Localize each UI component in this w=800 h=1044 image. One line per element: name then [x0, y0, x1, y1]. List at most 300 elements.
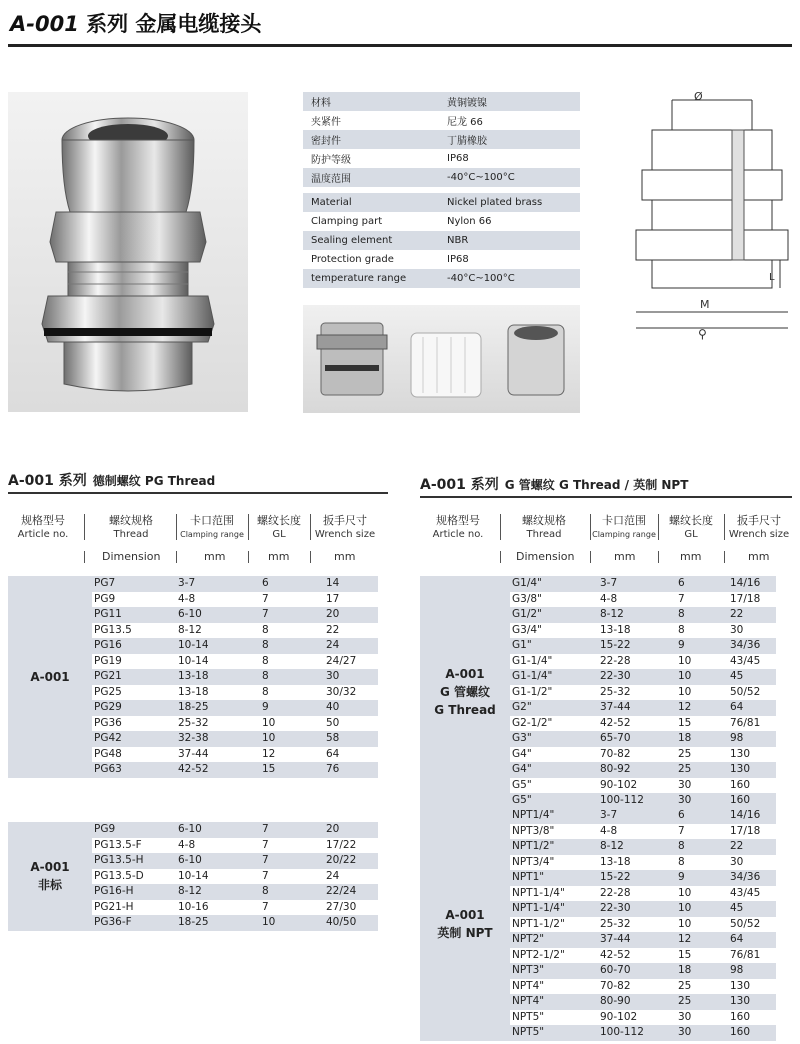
gl-cell: 25	[678, 747, 692, 760]
wrench-cell: 17/18	[730, 824, 761, 837]
spec-key: 材料	[303, 92, 439, 111]
gl-cell: 10	[678, 917, 692, 930]
unit-mm: mm	[748, 550, 770, 563]
dia-label: Ø	[694, 90, 703, 103]
wrench-cell: 17	[326, 592, 340, 605]
wrench-cell: 130	[728, 994, 776, 1010]
wrench-cell: 50/52	[730, 685, 761, 698]
spec-value: Nylon 66	[447, 216, 492, 227]
group-label	[420, 576, 510, 809]
wrench-cell: 45	[728, 901, 776, 917]
thread-cell: PG25	[94, 685, 122, 698]
col-wrench-cn: 扳手尺寸	[737, 514, 781, 527]
thread-cell: PG7	[92, 576, 176, 592]
spec-value: Nickel plated brass	[439, 193, 580, 212]
thread-cell: PG11	[92, 607, 176, 623]
spec-key: 密封件	[303, 130, 439, 149]
clamp-cell: 42-52	[600, 716, 631, 729]
wrench-cell: 76/81	[730, 716, 761, 729]
wrench-cell: 22	[326, 623, 340, 636]
thread-cell: NPT2-1/2"	[512, 948, 565, 961]
col-clamp-head	[592, 514, 656, 542]
wrench-cell: 17/22	[326, 838, 357, 851]
clamp-cell: 32-38	[176, 731, 260, 747]
wrench-cell: 30	[730, 855, 744, 868]
unit-divider	[724, 551, 725, 563]
gl-cell: 25	[676, 994, 728, 1010]
gl-cell: 8	[262, 654, 269, 667]
gl-cell: 25	[676, 762, 728, 778]
gl-cell: 7	[678, 592, 685, 605]
clamp-cell: 4-8	[178, 592, 196, 605]
wrench-cell: 14/16	[728, 808, 776, 824]
col-thread-cn: 螺纹规格	[109, 514, 153, 527]
gl-cell: 8	[678, 855, 685, 868]
group-label-line: G Thread	[434, 703, 496, 718]
col-wrench-cn: 扳手尺寸	[323, 514, 367, 527]
thread-cell: NPT5"	[512, 1010, 545, 1023]
clamp-cell: 25-32	[600, 917, 631, 930]
clamp-cell: 100-112	[598, 793, 676, 809]
col-divider	[724, 514, 725, 540]
spec-value: 丁腈橡胶	[439, 130, 580, 149]
table-row	[8, 822, 378, 838]
clamp-cell: 90-102	[600, 1010, 638, 1023]
wrench-cell: 64	[728, 932, 776, 948]
wrench-cell: 64	[728, 700, 776, 716]
clamp-cell: 6-10	[176, 607, 260, 623]
gl-cell: 30	[678, 778, 692, 791]
wrench-cell: 160	[730, 778, 751, 791]
thread-cell: G5"	[510, 793, 598, 809]
col-gl-head	[250, 514, 308, 542]
spec-key: Sealing element	[303, 231, 439, 250]
gl-cell: 7	[262, 900, 269, 913]
thread-cell: G4"	[512, 747, 532, 760]
spec-key: Material	[303, 193, 439, 212]
thread-cell: NPT3/4"	[512, 855, 555, 868]
wrench-cell: 14/16	[728, 576, 776, 592]
col-divider	[84, 514, 85, 540]
gl-cell: 10	[678, 685, 692, 698]
clamp-cell: 22-28	[600, 654, 631, 667]
wrench-cell: 160	[728, 793, 776, 809]
l-label: L	[769, 272, 775, 283]
spec-table	[303, 92, 580, 288]
unit-divider	[248, 551, 249, 563]
col-article-cn: 规格型号	[21, 514, 65, 527]
wrench-cell: 22	[728, 839, 776, 855]
clamp-cell: 15-22	[598, 870, 676, 886]
col-gl-cn: 螺纹长度	[257, 514, 301, 527]
gl-cell: 9	[676, 638, 728, 654]
col-thread-head	[86, 514, 176, 542]
thread-cell: NPT2"	[510, 932, 598, 948]
gl-cell: 8	[260, 669, 324, 685]
wrench-cell: 20/22	[324, 853, 378, 869]
col-thread-cn: 螺纹规格	[522, 514, 566, 527]
thread-cell: NPT3"	[510, 963, 598, 979]
col-clamp-cn: 卡口范围	[602, 514, 646, 527]
gl-cell: 30	[676, 793, 728, 809]
gl-cell: 6	[260, 576, 324, 592]
gl-cell: 10	[260, 915, 324, 931]
thread-cell: NPT3/8"	[512, 824, 555, 837]
col-thread-head	[502, 514, 586, 542]
pg-section-title-main: A-001 系列	[8, 473, 87, 489]
wrench-cell: 30	[730, 623, 744, 636]
wrench-cell: 34/36	[728, 638, 776, 654]
clamp-cell: 10-14	[176, 638, 260, 654]
unit-mm: mm	[204, 550, 226, 563]
wrench-cell: 64	[326, 747, 340, 760]
thread-cell: PG13.5-D	[94, 869, 144, 882]
npt-section-title-main: A-001 系列	[420, 477, 499, 493]
pg-section-subtitle: 德制螺纹 PG Thread	[92, 474, 216, 488]
wrench-cell: 50/52	[730, 917, 761, 930]
gl-cell: 12	[676, 932, 728, 948]
unit-divider	[176, 551, 177, 563]
gl-cell: 7	[260, 822, 324, 838]
thread-cell: PG19	[94, 654, 122, 667]
unit-divider	[84, 551, 85, 563]
clamp-cell: 8-12	[176, 884, 260, 900]
thread-cell: NPT1/4"	[510, 808, 598, 824]
thread-cell: G1/2"	[510, 607, 598, 623]
wrench-cell: 76/81	[730, 948, 761, 961]
group-label-line: 非标	[37, 878, 62, 893]
title-divider	[8, 44, 792, 47]
clamp-cell: 42-52	[176, 762, 260, 778]
gl-cell: 7	[260, 853, 324, 869]
nonstd-table	[8, 822, 378, 931]
spec-value: IP68	[447, 254, 469, 265]
gl-cell: 8	[678, 623, 685, 636]
clamp-cell: 3-7	[176, 576, 260, 592]
col-divider	[310, 514, 311, 540]
thread-cell: PG13.5-H	[92, 853, 176, 869]
dimension-drawing	[622, 90, 792, 340]
unit-mm: mm	[268, 550, 290, 563]
thread-cell: PG21	[92, 669, 176, 685]
thread-cell: G2"	[510, 700, 598, 716]
thread-cell: G2-1/2"	[512, 716, 553, 729]
unit-dimension: Dimension	[102, 550, 161, 563]
gl-cell: 9	[676, 870, 728, 886]
thread-cell: G3"	[510, 731, 598, 747]
wrench-cell: 58	[324, 731, 378, 747]
col-article-head	[420, 514, 496, 542]
gl-cell: 7	[262, 869, 269, 882]
gl-cell: 10	[678, 654, 692, 667]
m-label: M	[700, 298, 710, 311]
gl-cell: 8	[260, 638, 324, 654]
clamp-cell: 22-30	[598, 901, 676, 917]
gl-cell: 9	[260, 700, 324, 716]
cable-gland-illustration	[8, 92, 248, 412]
thread-cell: PG21-H	[94, 900, 134, 913]
group-label-line: G 管螺纹	[439, 685, 491, 700]
spec-key: 温度范围	[303, 168, 439, 187]
clamp-cell: 3-7	[598, 576, 676, 592]
clamp-cell: 25-32	[600, 685, 631, 698]
gl-cell: 8	[676, 839, 728, 855]
wrench-cell: 27/30	[326, 900, 357, 913]
thread-cell: NPT1"	[510, 870, 598, 886]
wrench-cell: 160	[730, 1010, 751, 1023]
clamp-cell: 6-10	[176, 822, 260, 838]
table-row	[420, 808, 776, 824]
gl-cell: 6	[676, 576, 728, 592]
gl-cell: 7	[678, 824, 685, 837]
wrench-cell: 30/32	[326, 685, 357, 698]
gl-cell: 7	[262, 838, 269, 851]
clamp-cell: 65-70	[598, 731, 676, 747]
thread-cell: PG42	[92, 731, 176, 747]
thread-cell: NPT1-1/4"	[512, 886, 565, 899]
wrench-cell: 130	[728, 762, 776, 778]
pg-section-rule	[8, 492, 388, 494]
clamp-cell: 13-18	[178, 685, 209, 698]
col-clamp-cn: 卡口范围	[190, 514, 234, 527]
clamp-cell: 80-92	[598, 762, 676, 778]
thread-cell: PG48	[94, 747, 122, 760]
pg-section-title	[8, 470, 215, 490]
wrench-cell: 24	[324, 638, 378, 654]
col-divider	[658, 514, 659, 540]
clamp-cell: 13-18	[600, 623, 631, 636]
technical-drawing	[622, 90, 792, 340]
thread-cell: G1-1/4"	[512, 654, 553, 667]
clamp-cell: 42-52	[600, 948, 631, 961]
wrench-cell: 22	[728, 607, 776, 623]
npt-section-title	[420, 474, 688, 494]
gl-cell: 18	[676, 731, 728, 747]
unit-divider	[590, 551, 591, 563]
clamp-cell: 22-30	[598, 669, 676, 685]
npt-section-subtitle: G 管螺纹 G Thread / 英制 NPT	[504, 478, 689, 492]
clamp-cell: 8-12	[178, 623, 202, 636]
thread-cell: PG9	[92, 822, 176, 838]
group-label	[420, 808, 510, 1041]
col-gl-en: GL	[272, 529, 286, 540]
gl-cell: 8	[260, 884, 324, 900]
product-photo	[8, 92, 248, 412]
clamp-cell: 60-70	[598, 963, 676, 979]
wrench-cell: 50	[326, 716, 340, 729]
thread-cell: NPT4"	[510, 994, 598, 1010]
gl-cell: 15	[678, 716, 692, 729]
clamp-cell: 4-8	[600, 824, 618, 837]
spec-key: 夹紧件	[311, 117, 341, 128]
thread-cell: PG16	[92, 638, 176, 654]
wrench-cell: 17/18	[730, 592, 761, 605]
wrench-cell: 24	[326, 869, 340, 882]
gl-cell: 25	[678, 979, 692, 992]
col-wrench-head	[726, 514, 792, 542]
unit-divider	[658, 551, 659, 563]
col-divider	[176, 514, 177, 540]
clamp-cell: 18-25	[176, 700, 260, 716]
col-article-cn: 规格型号	[436, 514, 480, 527]
unit-dimension: Dimension	[516, 550, 575, 563]
group-label-line: A-001	[30, 669, 70, 684]
clamp-cell: 8-12	[598, 839, 676, 855]
group-label-line: A-001	[30, 860, 70, 875]
thread-cell: PG13.5-F	[94, 838, 142, 851]
col-gl-head	[660, 514, 722, 542]
gl-cell: 12	[262, 747, 276, 760]
col-clamp-head	[178, 514, 246, 542]
wrench-cell: 130	[730, 979, 751, 992]
group-label	[8, 576, 92, 778]
wrench-cell: 98	[728, 731, 776, 747]
thread-cell: NPT1-1/4"	[510, 901, 598, 917]
clamp-cell: 10-14	[178, 869, 209, 882]
spec-value: NBR	[439, 231, 580, 250]
wrench-cell: 40/50	[324, 915, 378, 931]
col-divider	[500, 514, 501, 540]
wrench-icon: ⚲	[698, 327, 707, 340]
wrench-cell: 20	[324, 822, 378, 838]
spec-value: 尼龙 66	[447, 117, 483, 128]
col-wrench-head	[312, 514, 378, 542]
clamp-cell: 13-18	[176, 669, 260, 685]
gl-cell: 10	[260, 731, 324, 747]
clamp-cell: 22-28	[600, 886, 631, 899]
thread-cell: PG63	[92, 762, 176, 778]
col-gl-cn: 螺纹长度	[669, 514, 713, 527]
group-label-line: A-001	[445, 908, 485, 923]
group-label	[8, 822, 92, 931]
gl-cell: 7	[260, 607, 324, 623]
unit-mm: mm	[680, 550, 702, 563]
wrench-cell: 40	[324, 700, 378, 716]
wrench-cell: 14	[324, 576, 378, 592]
spec-value: IP68	[447, 153, 469, 164]
spec-key: 防护等级	[311, 155, 351, 166]
gl-cell: 30	[676, 1025, 728, 1041]
thread-cell: G1"	[510, 638, 598, 654]
thread-cell: G3/8"	[512, 592, 542, 605]
gl-cell: 7	[262, 592, 269, 605]
wrench-cell: 30	[324, 669, 378, 685]
wrench-cell: 160	[728, 1025, 776, 1041]
col-article-en: Article no.	[17, 529, 69, 540]
clamp-cell: 80-90	[598, 994, 676, 1010]
gl-cell: 6	[676, 808, 728, 824]
gl-cell: 10	[262, 716, 276, 729]
col-divider	[590, 514, 591, 540]
clamp-cell: 70-82	[600, 747, 631, 760]
thread-cell: G3/4"	[512, 623, 542, 636]
npt-section-rule	[420, 496, 792, 498]
clamp-cell: 90-102	[600, 778, 638, 791]
unit-divider	[500, 551, 501, 563]
wrench-cell: 20	[324, 607, 378, 623]
gl-cell: 18	[676, 963, 728, 979]
table-row	[8, 576, 378, 592]
clamp-cell: 4-8	[600, 592, 618, 605]
col-article-head	[8, 514, 78, 542]
clamp-cell: 6-10	[176, 853, 260, 869]
clamp-cell: 70-82	[600, 979, 631, 992]
col-wrench-en: Wrench size	[728, 529, 790, 540]
thread-cell: PG9	[94, 592, 116, 605]
group-label-line: A-001	[445, 667, 485, 682]
col-thread-en: Thread	[113, 529, 149, 540]
clamp-cell: 37-44	[598, 932, 676, 948]
spec-key: Protection grade	[311, 254, 394, 265]
thread-cell: NPT1-1/2"	[512, 917, 565, 930]
clamp-cell: 10-16	[178, 900, 209, 913]
clamp-cell: 15-22	[598, 638, 676, 654]
gl-cell: 10	[678, 886, 692, 899]
thread-cell: PG36	[94, 716, 122, 729]
spec-key: Clamping part	[311, 216, 383, 227]
spec-value: -40°C~100°C	[439, 269, 580, 288]
page-title	[10, 8, 261, 38]
spec-key: temperature range	[303, 269, 439, 288]
col-thread-en: Thread	[526, 529, 562, 540]
gl-cell: 12	[676, 700, 728, 716]
wrench-cell: 45	[728, 669, 776, 685]
thread-cell: NPT1/2"	[510, 839, 598, 855]
spec-value: -40°C~100°C	[439, 168, 580, 187]
wrench-cell: 34/36	[728, 870, 776, 886]
clamp-cell: 4-8	[178, 838, 196, 851]
thread-cell: G4"	[510, 762, 598, 778]
table-row	[420, 576, 776, 592]
gl-cell: 8	[676, 607, 728, 623]
clamp-cell: 8-12	[598, 607, 676, 623]
col-wrench-en: Wrench size	[314, 529, 376, 540]
gl-cell: 15	[678, 948, 692, 961]
thread-cell: PG13.5	[94, 623, 132, 636]
wrench-cell: 22/24	[324, 884, 378, 900]
col-divider	[248, 514, 249, 540]
thread-cell: PG16-H	[92, 884, 176, 900]
clamp-cell: 3-7	[598, 808, 676, 824]
thread-cell: G1/4"	[510, 576, 598, 592]
page-title-text: 系列 金属电缆接头	[86, 12, 262, 36]
gl-cell: 15	[260, 762, 324, 778]
col-article-en: Article no.	[432, 529, 484, 540]
clamp-cell: 18-25	[176, 915, 260, 931]
gl-cell: 30	[678, 1010, 692, 1023]
clamp-cell: 13-18	[600, 855, 631, 868]
thread-cell: PG29	[92, 700, 176, 716]
thread-cell: G1-1/2"	[512, 685, 553, 698]
clamp-cell: 100-112	[598, 1025, 676, 1041]
unit-mm: mm	[334, 550, 356, 563]
clamp-cell: 37-44	[598, 700, 676, 716]
page-title-series: A-001	[10, 12, 79, 36]
clamp-cell: 37-44	[178, 747, 209, 760]
gl-cell: 10	[676, 669, 728, 685]
group-label-line: 英制 NPT	[437, 926, 493, 941]
gl-cell: 8	[262, 685, 269, 698]
col-gl-en: GL	[684, 529, 698, 540]
parts-illustration	[303, 305, 580, 413]
thread-cell: PG36-F	[92, 915, 176, 931]
col-clamp-en: Clamping range	[180, 530, 244, 539]
wrench-cell: 130	[730, 747, 751, 760]
thread-cell: G5"	[512, 778, 532, 791]
wrench-cell: 24/27	[326, 654, 357, 667]
thread-cell: NPT5"	[510, 1025, 598, 1041]
spec-value: 黄铜镀镍	[439, 92, 580, 111]
